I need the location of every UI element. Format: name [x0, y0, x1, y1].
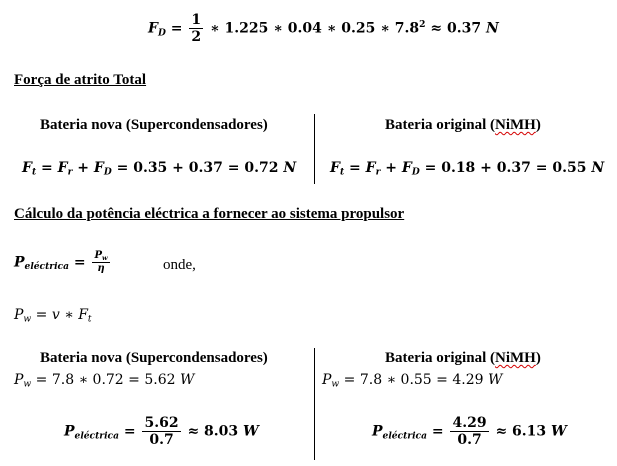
- pw-unit: W: [487, 372, 503, 388]
- pw-computation: = 7.8 ∗ 0.55 = 4.29: [343, 372, 484, 388]
- pe-equals: =: [123, 423, 136, 440]
- friction-values: = 0.18 + 0.37 = 0.55: [424, 160, 587, 176]
- power-lhs: P: [14, 254, 25, 271]
- col-heading-suffix: ): [535, 117, 541, 133]
- pw-force: F: [78, 307, 88, 323]
- pe-frac-den: 0.7: [457, 432, 482, 449]
- friction-term1: F: [365, 160, 376, 176]
- friction-unit: N: [591, 160, 605, 176]
- pw-lhs: P: [14, 307, 24, 323]
- pe-frac-den: 0.7: [149, 432, 174, 449]
- col-heading-prefix: Bateria original (: [385, 117, 495, 133]
- drag-unit: N: [485, 20, 499, 37]
- pw-computation: = 7.8 ∗ 0.72 = 5.62: [35, 372, 176, 388]
- pe-fraction: [142, 415, 180, 448]
- pw-definition-equation: [14, 307, 92, 325]
- spellcheck-word: NiMH: [494, 350, 536, 366]
- drag-result: ≈ 0.37: [430, 20, 482, 37]
- drag-fraction: [189, 12, 203, 45]
- friction-lhs: F: [330, 160, 340, 176]
- column-divider-bottom: [314, 348, 315, 460]
- pe-frac-num: 4.29: [452, 415, 487, 431]
- friction-lhs-sub: t: [31, 166, 37, 178]
- friction-term2-sub: D: [103, 166, 112, 178]
- drag-force-equation: [148, 12, 499, 45]
- friction-values: = 0.35 + 0.37 = 0.72: [116, 160, 279, 176]
- pw-lhs-sub: w: [23, 314, 32, 325]
- pe-equation-new: [64, 415, 259, 448]
- pw-unit: W: [179, 372, 195, 388]
- pe-result: ≈ 6.13: [495, 423, 547, 440]
- pw-lhs: P: [14, 372, 24, 388]
- power-frac-den: η: [97, 263, 105, 275]
- pw-value-new: [14, 372, 194, 390]
- pe-result: ≈ 8.03: [187, 423, 239, 440]
- friction-equation-original: [330, 160, 604, 178]
- pw-force-sub: t: [87, 314, 92, 325]
- drag-lhs: F: [148, 20, 158, 37]
- friction-plus: +: [77, 160, 89, 176]
- pe-lhs: P: [64, 423, 75, 440]
- drag-product: ∗ 1.225 ∗ 0.04 ∗ 0.25 ∗ 7.8: [209, 20, 420, 37]
- friction-term1-sub: r: [375, 166, 381, 178]
- pe-lhs-sub: eléctrica: [74, 430, 119, 442]
- friction-equals: =: [41, 160, 53, 176]
- friction-plus: +: [385, 160, 397, 176]
- col-heading-prefix: Bateria original (: [385, 350, 495, 366]
- pw-velocity: v: [51, 307, 60, 323]
- col-heading-original-battery-2: [385, 350, 541, 367]
- col-heading-suffix: ): [535, 350, 541, 366]
- pw-value-original: [322, 372, 502, 390]
- pe-unit: W: [243, 423, 259, 440]
- friction-term1-sub: r: [67, 166, 73, 178]
- pw-lhs-sub: w: [331, 379, 340, 390]
- drag-lhs-sub: D: [157, 27, 166, 39]
- pe-fraction: [450, 415, 488, 448]
- column-divider-top: [314, 114, 315, 184]
- pe-lhs: P: [372, 423, 383, 440]
- power-equals: =: [73, 254, 86, 271]
- friction-lhs: F: [22, 160, 32, 176]
- drag-equals: =: [170, 20, 183, 37]
- power-frac-num-sub: w: [102, 253, 108, 262]
- friction-unit: N: [283, 160, 297, 176]
- pe-equals: =: [431, 423, 444, 440]
- pw-lhs: P: [322, 372, 332, 388]
- section-heading-friction: Força de atrito Total: [14, 72, 147, 88]
- section-heading-power: Cálculo da potência eléctrica a fornecer ao sistema propulsor: [14, 206, 405, 222]
- pw-equals: =: [35, 307, 48, 323]
- note-onde: onde,: [163, 257, 196, 273]
- spellcheck-word: NiMH: [494, 117, 536, 133]
- drag-exponent: 2: [419, 19, 426, 31]
- friction-term1: F: [57, 160, 68, 176]
- pe-equation-original: [372, 415, 567, 448]
- col-heading-new-battery-2: Bateria nova (Supercondensadores): [40, 350, 268, 366]
- power-fraction: [92, 250, 109, 275]
- friction-equation-new: [22, 160, 296, 178]
- power-definition-equation: [14, 250, 112, 275]
- friction-term2: F: [401, 160, 412, 176]
- pe-unit: W: [551, 423, 567, 440]
- friction-equals: =: [349, 160, 361, 176]
- friction-term2: F: [93, 160, 104, 176]
- col-heading-original-battery: [385, 117, 541, 134]
- friction-term2-sub: D: [411, 166, 420, 178]
- power-lhs-sub: eléctrica: [24, 261, 69, 273]
- drag-frac-den: 2: [191, 29, 202, 46]
- pe-lhs-sub: eléctrica: [382, 430, 427, 442]
- pw-lhs-sub: w: [23, 379, 32, 390]
- col-heading-new-battery: Bateria nova (Supercondensadores): [40, 117, 268, 133]
- pe-frac-num: 5.62: [144, 415, 179, 431]
- drag-frac-num: 1: [191, 12, 202, 28]
- pw-times: ∗: [64, 307, 74, 323]
- friction-lhs-sub: t: [339, 166, 345, 178]
- power-frac-num: P: [94, 250, 102, 261]
